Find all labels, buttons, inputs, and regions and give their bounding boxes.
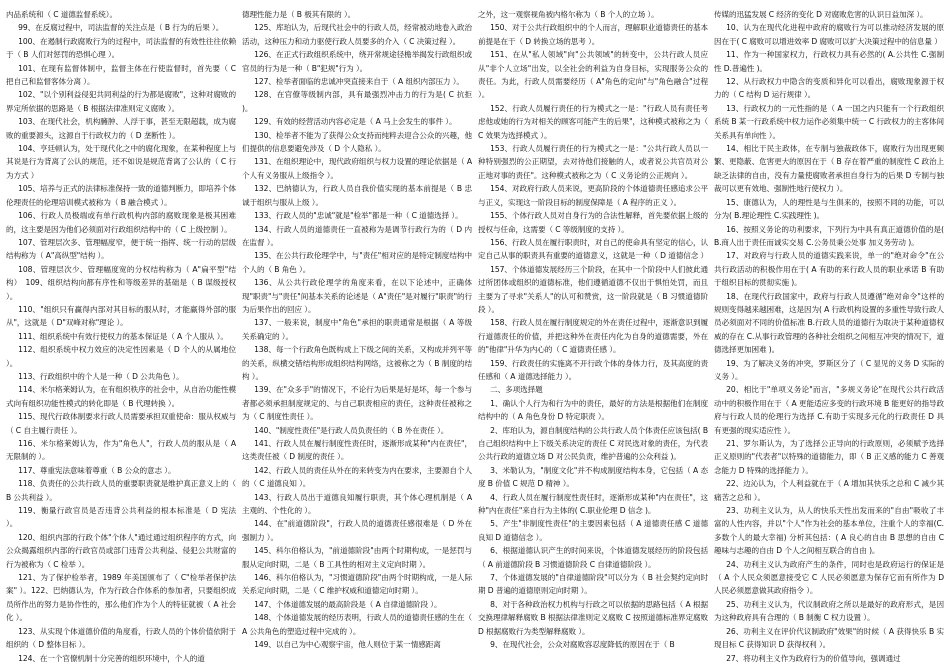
paragraph: 140、"制度性责任"是行政人员负责任的（ B 外在责任 ）。 [254,425,449,435]
paragraph: 116、米尔格莱姆认为，作为"角色人"，行政人员的服从是（ A 无限制的 ）。 [6,439,236,462]
text-column-2 [242,8,472,672]
paragraph: 27、将功利主义作为政府行为的价值导向，强调通过 [726,653,901,663]
paragraph: 110、"组织只有赢得内部对其目标的服从时，才能赢得外部的服从"，这就是（ D"双峰对称"理论 ）。 [6,304,236,328]
paragraph: 103、在现代社会，机构臃肿、人浮于事，甚至无限超载，成为腐败的重要源头，这源自于行政权力的（ D 垄断性 ）。 [6,117,236,140]
paragraph: 17、对政府与行政人员的道德实践来说，单一的"绝对命令"在公共行政活动的积极作用在于( A 有助的来行政人员的职业承诺 B 有助于组织目标的贯彻实施 )。 [714,251,944,288]
paragraph: 107、管理层次多、管理幅度窄，便于统一指挥、统一行动的层级结构称为（ A"高纵型"结构 ）。 [6,237,236,261]
paragraph: 101、在现有监督体制中，监督主体在行使监督时，首先要（ C 把自己和监督客体分离 ）。 [6,63,236,87]
paragraph: 19、为了解决义务的冲突，罗斯区分了（ C 显见的义务 D 实际的义务 ）。 [714,358,944,381]
paragraph: 99、在反腐过程中，司法监督的关注点是（ B 行为的后果 ）。 [18,23,224,33]
paragraph: 153、行政人员履行责任的行为模式之一是："公共行政人员以一种特别强烈的公正期望，去对待他们接触的人，或者说公共官员对公正地对事的责任"。这种模式被称之为（ C 义务论的公正规向 ）。 [478,144,708,180]
paragraph: 141、行政人员在履行制度性责任时，逐渐形成某种"内在责任"，这类责任被（ D 制度的责任 ）。 [242,439,472,462]
paragraph: 112、组织系统中权力效应的决定性因素是（ D 个人的从属地位 ）。 [6,345,236,368]
paragraph: 7、个体道德发展的"自律道德阶段"可以分为（ B 社会契约定向时期 D 普遍的道德原则定向时期 ）。 [478,573,708,596]
paragraph: 139、在"众多手"的情况下，不论行为后果是好是坏，每一个参与者都必须承担制度规定的、与自己职责相应的责任，这种责任被称之为（ C 制度性责任 ）。 [242,385,472,422]
paragraph: 14、相比于民主政体，在专制与独裁政体下，腐败行为出现更频繁、更隐蔽、危害更大的原因在于（ B 存在着严重的制度性 C 政治上缺乏法律的自由，没有力量使腐败者承担自身行为的后果 D 专制与独裁可以更有效地、强制性地行使权力 ）。 [714,144,944,194]
paragraph: 143、行政人员出于道德良知履行职责，其个体心理机制是（ A 主观的、个性化的 ）。 [242,492,472,516]
paragraph: 113、行政组织中的个人是一种（ D 公共角色 ）。 [18,371,184,381]
paragraph: 23、功利主义认为，从人的快乐天性出发而来的"自由"吸收了丰富的人性内容，并以"个人"作为社会的基本单位，注重个人的幸福(C.多数个人的最大幸福) 分析其包括：( A 良心的自由 B 思想的自由 C 趣味与志趣的自由 D 个人之间相互联合的自由 )。 [714,506,944,556]
paragraph: 159、行政责任的实施离不开行政个体的身体力行，及其高度的责任感和（ A 道德选择能力 ）。 [478,358,708,381]
paragraph: 德理性能力是（ B 极其有限的 ）。 [242,10,356,19]
paragraph: 119、衡量行政官员是否违背公共利益的根本标准是（ D 宪法 ）。 [6,506,236,529]
paragraph: 124、在一个官僚机制十分完善的组织环境中，个人的道 [18,653,205,663]
paragraph: 130、检举者不能为了获得公众支持而纯粹去迎合公众的兴趣，他们提供的信息要避免涉及（ D 个人隐私 ）。 [242,130,472,154]
paragraph: 149、以自己为中心观察宇宙，他人则位于某一情感距离 [254,640,441,650]
paragraph: 129、有效的经营活动内容必定是（ A 马上会发生的事件 ）。 [254,117,457,127]
paragraph: 20、相比于"单项义务论"而言，"多规义务论"在现代公共行政活动中的积极作用在于（ A 更能适应多变的行政环境 B 能更好的指导政府与行政人员的伦理行为选择 C.有助于实现多元化的行政责任 D 具有更强的现实适应性 ）。 [714,385,944,435]
paragraph: 155、个体行政人员对自身行为的合法性解释，首先要依据上级的授权与任命，这需要（ C 等级制度的支持 ）。 [478,211,708,234]
paragraph: 传媒的迅猛发展 C 经济的变化 D 对腐败危害的认识日益加深 ）。 [714,10,928,19]
paragraph: 157、个体道德发展经历三个阶段，在其中一个阶段中人们彼此通过所团体或组织的道德标准，他们遵循道德不仅出于惧怕处罚，而且主要为了寻求"关系人"的认可和赞赏，这一阶段就是（ B 习惯道德阶段 ）。 [478,264,708,314]
paragraph: 15、康德认为，人的理性是与生俱来的，按照不同的功能，可以分为( B.理论理性 C.实践理性 )。 [714,197,944,221]
paragraph: 21、罗尔斯认为，为了选择公正导向的行政原则，必须赋予选择正义原则的"代表者"以特殊的道德能力，即（ B 正义感的能力 C 善观念能力 D 特殊的选择能力 ）。 [714,439,944,475]
paragraph: 142、行政人员的责任从外在的来转变为内在要求，主要源自个人的（ C 道德良知 ）。 [242,465,472,489]
paragraph: 134、行政人员的道德责任一直被称为是调节行政行为的（ D 内在监督 ）。 [242,224,472,247]
paragraph: 6、根据道德认识产生的时间来说，个体道德发展经历的阶段包括（ A 前道德阶段 B 习惯道德阶段 C 自律道德阶段 ）。 [478,546,708,569]
paragraph: 136、从公共行政伦理学的角度来看，在以下论述中，正确体现"职责"与"责任"间基本关系的论述是（ A"责任"是对履行"职责"的行为后果作出的回应 ）。 [242,278,472,314]
paragraph: 102、"以个别利益侵犯共同利益的行为都是腐败"，这种对腐败的界定所依据的思路是（ B 根据法律准则定义腐败 ）。 [6,90,236,113]
paragraph: 154、对政府行政人员来说，更高阶段的个体道德责任感追求公平与正义，实现这一阶段目标的制度保障是（ A 程序的正义 ）。 [478,184,708,207]
paragraph: 114、米尔格莱姆认为，在有组织秩序的社会中，从自治功能性模式向有组织功能性模式的转化即是（ B 代理转换 ）。 [6,385,236,408]
paragraph: 118、负责任的公共行政人员的重要职责就是维护真正意义上的（ B 公共利益 ）。 [6,479,236,502]
paragraph: 117、尊重宪法意味着尊重（ B 公众的意志 ）。 [18,465,176,475]
paragraph: 18、在现代行政国家中，政府与行政人员遵循"绝对命令"这样的规则变得越来越困难，这是因为( A 行政机构设置的多重性导致行政人员必须面对不同的价值标准 B.行政人员的道德行为取决于某种道德权威的存在 C.从事行政管理的各种社会组织之间相互冲突的情况下，道德选择更加困难 )。 [714,291,944,355]
paragraph: 16、按照义务论的功利要求，下列行为中具有真正道德价值的是( B.商人出于责任而诚实交易 C.公务员秉公处事 加义务劳动 )。 [714,224,944,247]
paragraph: 151、在从"私人领域"向"公共领域"的转变中，公共行政人员应从"非个人立场"出发，以全社会的利益为自身目标，实现服务公众的责任。为此，行政人员需要经历（ A"角色的定向"与"角色融合"过程 ）。 [478,50,708,100]
paragraph: 13、行政权力的一元性指的是（ A 一国之内只能有一个行政组织系统 B 某一行政系统中权力运作必须集中统一 C 行政权力的主客体间关系具有单向性 ）。 [714,103,944,140]
text-column-1 [6,8,236,672]
paragraph: 12、从行政权力中隐含的变质和异化可以看出，腐败现象源于权力的（ C 结构 D 运行规律 ）。 [714,77,944,100]
paragraph: 156、行政人员在履行职责时，对自己的使命具有坚定的信心，认定自己从事的职责具有重要的道德意义，这就是一种（ D 道德信念 ） [478,237,708,261]
paragraph: 144、在"前道德阶段"，行政人员的道德责任感很难是（ D 外在强制力 ）。 [242,519,472,542]
paragraph: 11、作为一种国家权力，行政权力具有必然的( A.公共性 C.强制性 D.普遍性 )。 [714,50,944,73]
paragraph: 135、在公共行政伦理学中，与"责任"相对应的是特定制度结构中个人的（ B 角色 ）。 [242,251,472,274]
paragraph: 138、每一个行政角色既构成上下级之间的关系，又构成并列平等的关系，纵横交错结构形成组织结构网络，这被称之为（ B 制度的结构 ）。 [242,345,472,381]
paragraph: 26、功利主义在评价代议制政府"效果"的时候（ A 获得快乐 B 实现目标 C 获得知识 D 获得权利 ）。 [714,626,944,650]
paragraph: 147、个体道德发展的最高阶段是（ A 自律道德阶段 ）。 [254,599,442,609]
paragraph: 137、一般来说，制度中"角色"承担的职责通常是根据（ A 等级关系确定的 ）。 [242,318,472,341]
paragraph: 二、多项选择题 [490,385,543,395]
paragraph: 158、行政人员在履行制度规定的外在责任过程中，逐渐意识到履行道德责任的价值，并把这种外在责任内化为自身的道德需要，外在的"他律"升华为内心的（ C 道德责任感 ）。 [478,318,708,355]
paragraph: 152、行政人员履行责任的行为模式之一是："行政人员有责任考虑他或她的行为对相关的顾客可能产生的后果"，这种模式被称之为（ C 效果为选择模式 ）。 [478,103,708,140]
paragraph: 105、培养与正式的法律标准保持一致的道德判断力，即培养个体伦理责任的伦理培训模式被称为（ B 融合模式 ）。 [6,184,236,207]
paragraph: 128、在官僚等级制内部，具有最强烈冲击力的行为是( C 抗拒 )。 [242,90,472,113]
paragraph: 111、组织系统中有效行使权力的基本保证是（ A 个人服从 ）。 [18,331,228,341]
paragraph: 131、在组织理论中，现代政府组织与权力设置的理论依据是（ A 个人有义务服从上级指令 ）。 [242,157,472,180]
paragraph: 104、亨廷顿认为，处于现代化之中的腐化现象，在某种程度上与其说是行为背离了公认的规范，还不如说是规范背离了公认的（ C 行为方式 ） [6,144,236,180]
paragraph: 5、产生"非制度性责任"的主要因素包括（ A 道德责任感 C 道德良知 D 道德信念 ）。 [478,519,708,542]
paragraph: 150、对于公共行政组织中的个人而言，理解职业道德责任的基本前提是在于（ D 转换立场的思考 ）。 [478,23,708,46]
paragraph: 133、行政人员的"忠诚"就是"检举"都是一种（ C 道德选择 ）。 [254,211,463,221]
paragraph: 22、边沁认为，个人利益就在于（ A 增加其快乐之总和 C 减少其痛苦之总和 ）。 [714,479,944,502]
paragraph: 1、确认个人行为和行为中的责任，最好的方法是根据他们在制度结构中的（ A 角色身份 D 特定职责 ）。 [478,398,708,422]
paragraph: 115、现代行政体制要求行政人员需要承担双重使命：服从权威与（ C 自主履行责任 ）。 [6,412,236,435]
paragraph: 106、行政人员极端或有单行政机构内部的腐败现象是极其困难的，这主要是因为他们必须面对行政组织结构中的（ C 上级控制 ）。 [6,211,236,234]
paragraph: 148、个体道德发展的经历表明，行政人员的道德责任感的生在（ A 公共角色的塑造过程中完成的 ）。 [242,613,472,636]
paragraph: 100、在遏制行政腐败行为的过程中，司法监督的有效性往往依赖于（ B 人们对惩罚的恐惧心理 ）。 [6,36,236,60]
paragraph: 121、为了保护检举者，1989 年美国颁布了（ C"检举者保护法案" ）。122、巴纳德认为，作为行政合作体系的参加者，只要组织成员所作出的努力是协作性的，那么他们作为个人的特征就被（ A 社会化 ）。 [6,573,236,623]
paragraph: 24、功利主义认为政府产生的条件，同时也是政府运行的保证是（ A 个人民众须愿意接受它 C 人民必须愿意为保存它而有所作为 D 人民必须愿意做其政府指令 ）。 [714,559,944,596]
paragraph: 8、对于各种政治权力机构与行政之可以依据的思路包括（ A 根据交换理律解释腐败 B 根据法律准则定义腐败 C 按照道德标准界定腐败 D 根据腐败行为类型解释腐败 ）。 [478,599,708,636]
paragraph: 3、米勒认为，"制度文化"并不构成制度结构本身，它包括（ A 态度 B 价值 C 规范 D 精神 ）。 [478,465,708,489]
paragraph: 4、行政人员在履行制度性责任时，逐渐形成某种"内在责任"，这种"内在责任"来自行为主体的( C.职业伦理 D 信念 )。 [478,492,708,516]
paragraph: 108、管理层次少、管理幅度宽的分权结构称为（ A"扁平型"结构） 109、组织结构向都有序性和等级差异的基础是（ B 谋级授权 ）。 [6,264,236,301]
text-column-4 [714,8,944,672]
paragraph: 9、在现代社会，公众对腐败容忍度降低的原因在于（ B [490,640,675,650]
paragraph: 120、组织内部的行政个体"个体人"通过通过组织程序的方式，向公众揭露组织内部的行政官员或部门违背公共利益、侵犯公共财富的行为被称为（ C 检举 ）。 [6,532,236,569]
paragraph: 2、库珀认为，源自制度结构的公共行政人员个体责任应该包括( B 自己组织结构中上下级关系决定的责任 C 对民选对象的责任，为代表公共行政的道德立场 D 对公民负责，维护普遍的公众利益 )。 [478,425,708,462]
text-column-3 [478,8,708,672]
paragraph: 146、科尔伯格认为，"习惯道德阶段"由两个时期构成，一是人际关系定向时期，二是（ C 维护权威和道德定向时期 ）。 [242,573,472,596]
paragraph: 126、在正式行政组织系统中，绕开常规途径檐举揭发行政组织或官员的行为是一种（ B"犯规"行为 ）。 [242,50,472,73]
paragraph: 132、巴纳德认为，行政人员自我价值实现的基本前提是（ B 忠诚于组织与服从上级 ）。 [242,184,472,207]
paragraph: 145、科尔伯格认为，"前道德阶段"由两个时期构成，一是惩罚与服从定向时期，二是（ B 工具性的相对主义定向时期 ）。 [242,546,472,569]
paragraph: 25、功利主义认为，代议制政府之所以是最好的政府形式，是因为这种政府具有合理的（ B 制衡 C 权力设置 ）。 [714,599,944,623]
paragraph: 123、从实现个体道德价值的角度看，行政人员的个体价值依附于组织的（ D 整体目标 ）。 [6,626,236,650]
paragraph: 127、检举者面临的忠诚冲突直接来自于（ A 组织内部压力 ）。 [254,77,464,87]
paragraph: 125、库珀认为，后现代社会中的行政人员，经常被动地卷入政治活动，这种压力和动力驱使行政人员要多的介入（ C 决策过程 ）。 [242,23,472,46]
paragraph: 10、认为在现代化进程中政府的腐败行为可以推动经济发展的原因在于( C 腐败可以增进效率 D 腐败可以扩大决策过程中的信息量 ） [714,23,944,46]
paragraph: 之外，这一观察视角被内格尔称为（ B 个人的立场 ）。 [478,10,659,19]
paragraph: 内品系统和（ C 道德监督系统）。 [6,10,117,19]
